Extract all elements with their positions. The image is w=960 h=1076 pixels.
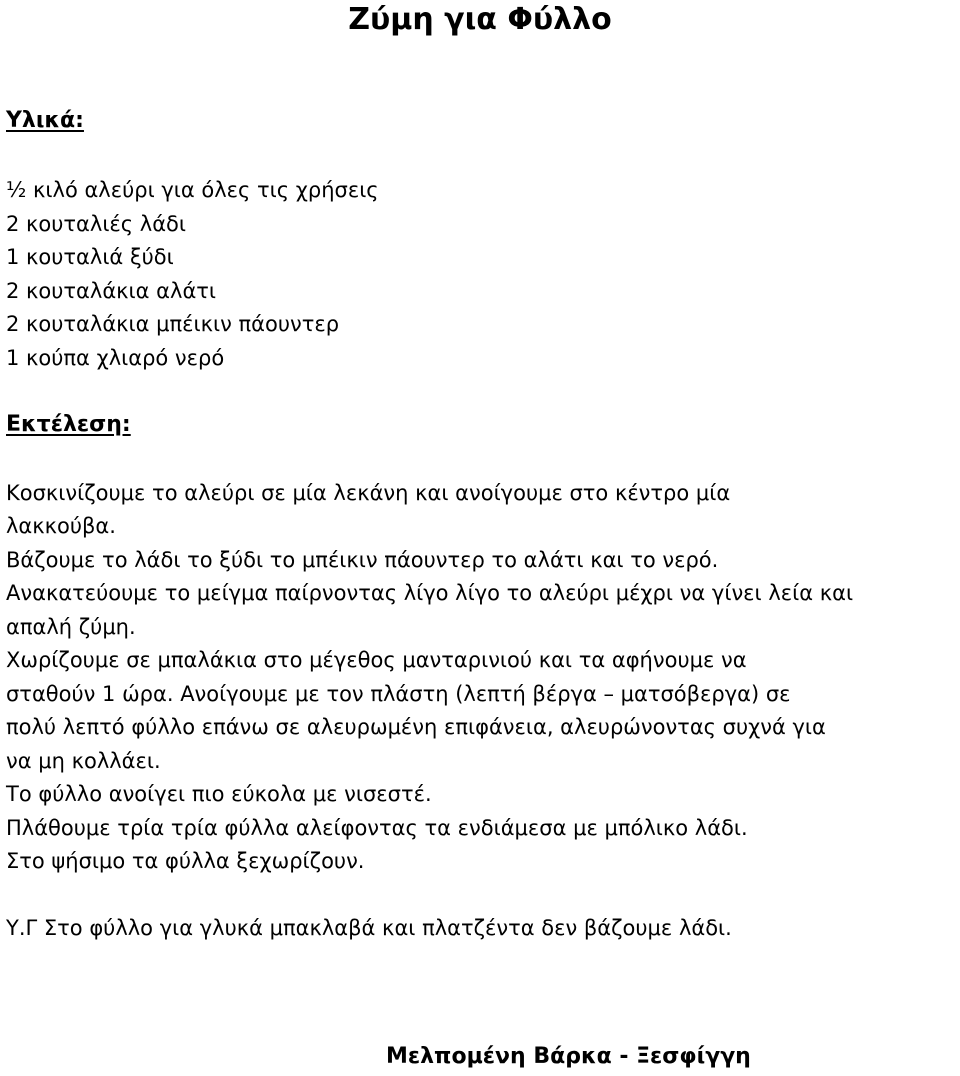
postscript-note: Υ.Γ Στο φύλλο για γλυκά μπακλαβά και πλατζέντα δεν βάζουμε λάδι. [6,916,732,940]
method-line: Χωρίζουμε σε μπαλάκια στο μέγεθος μανταρινιού και τα αφήνουμε να [6,648,747,672]
ingredient-item: 2 κουταλάκια αλάτι [6,279,217,303]
method-line: λακκούβα. [6,514,116,538]
ingredient-item: ½ κιλό αλεύρι για όλες τις χρήσεις [6,178,379,202]
method-line: Κοσκινίζουμε το αλεύρι σε μία λεκάνη και ανοίγουμε στο κέντρο μία [6,481,731,505]
method-line: Στο ψήσιμο τα φύλλα ξεχωρίζουν. [6,849,365,873]
method-line: Ανακατεύουμε το μείγμα παίρνοντας λίγο λίγο το αλεύρι μέχρι να γίνει λεία και [6,581,854,605]
author-signature: Μελπομένη Βάρκα - Ξεσφίγγη [386,1044,751,1069]
ingredients-heading: Υλικά: [6,108,84,133]
ingredient-item: 2 κουταλιές λάδι [6,212,187,236]
method-heading: Εκτέλεση: [6,412,131,437]
method-line: Πλάθουμε τρία τρία φύλλα αλείφοντας τα ενδιάμεσα με μπόλικο λάδι. [6,816,748,840]
method-line: να μη κολλάει. [6,749,161,773]
ingredient-item: 1 κουταλιά ξύδι [6,245,174,269]
method-line: απαλή ζύμη. [6,615,136,639]
ingredient-item: 1 κούπα χλιαρό νερό [6,346,225,370]
ingredient-item: 2 κουταλάκια μπέικιν πάουντερ [6,312,340,336]
method-line: Το φύλλο ανοίγει πιο εύκολα με νισεστέ. [6,782,432,806]
method-line: σταθούν 1 ώρα. Ανοίγουμε με τον πλάστη (λεπτή βέργα – ματσόβεργα) σε [6,682,791,706]
method-line: πολύ λεπτό φύλλο επάνω σε αλευρωμένη επιφάνεια, αλευρώνοντας συχνά για [6,715,826,739]
page-title: Ζύμη για Φύλλο [348,2,612,37]
method-line: Βάζουμε το λάδι το ξύδι το μπέικιν πάουντερ το αλάτι και το νερό. [6,548,719,572]
